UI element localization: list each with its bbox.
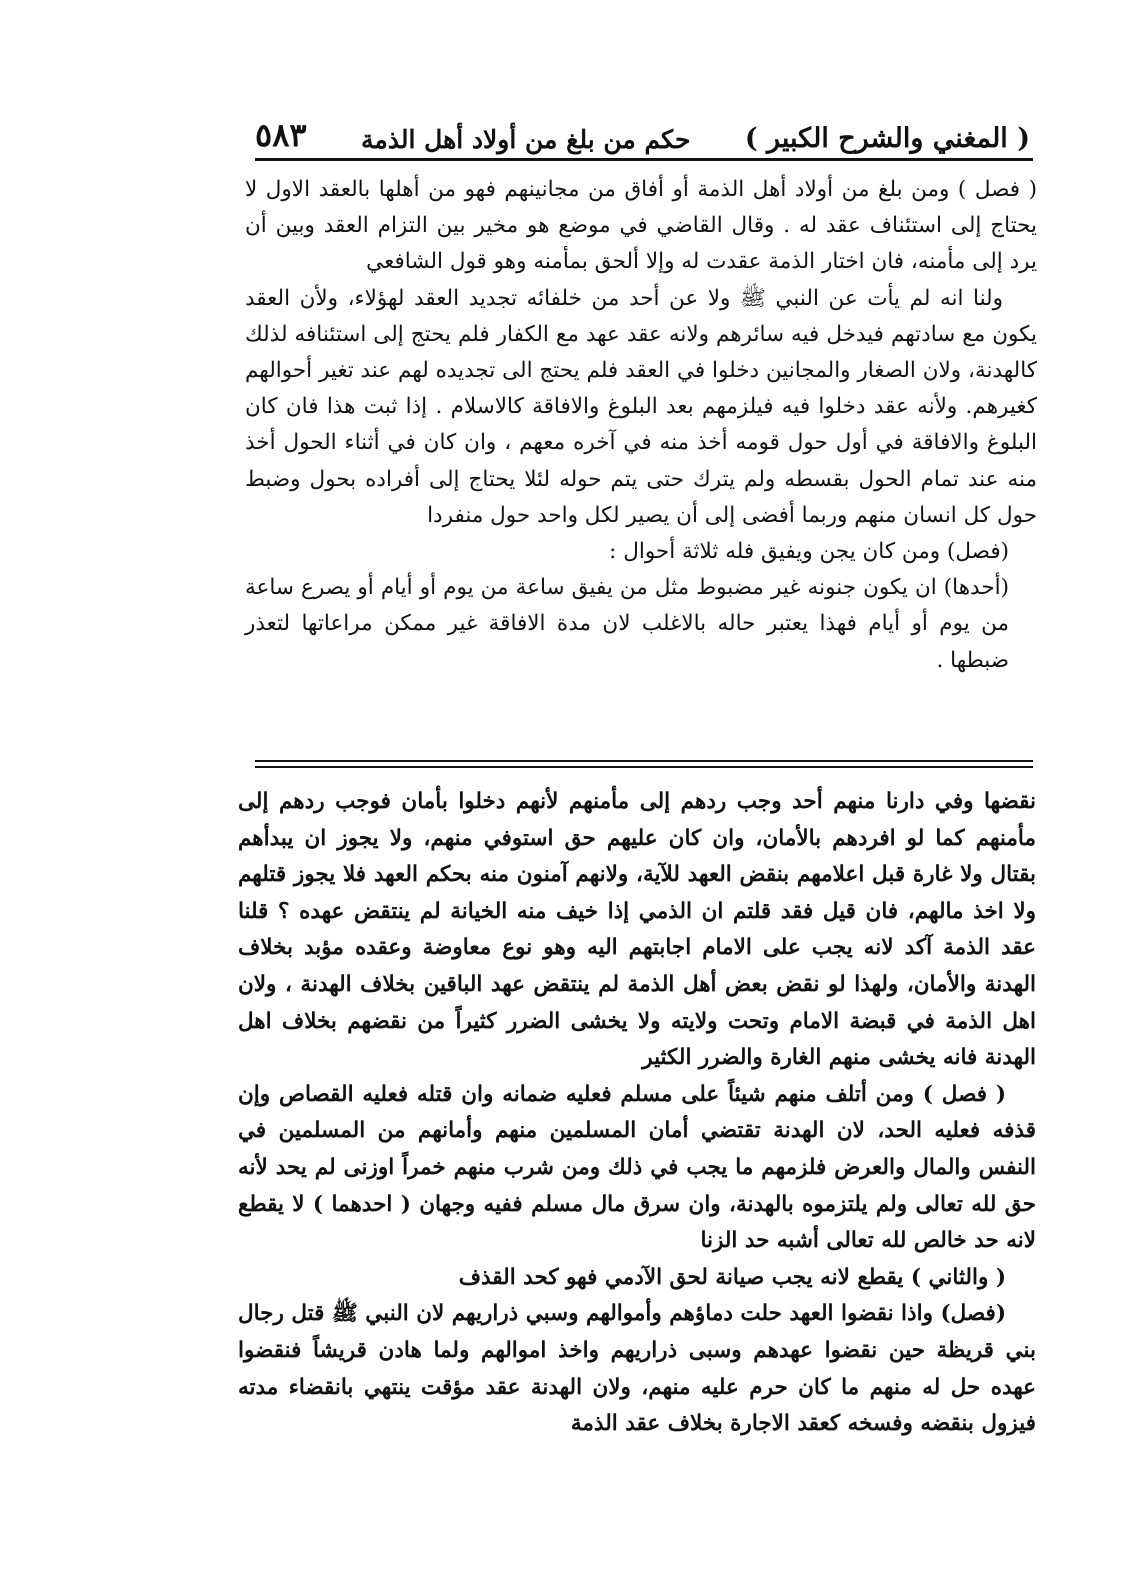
footnote-paragraph-naqdiha: نقضها وفي دارنا منهم أحد وجب ردهم إلى مأمنهم لأنهم دخلوا بأمان فوجب ردهم إلى مأمنهم كما لو افردهم بالأمان، وان كان عليهم حق استوفي منهم، ولا يجوز ان يبدأهم بقتال ولا غارة قبل اعلامهم بنقض العهد للآية، ولانهم آمنون منه بحكم العهد فلا يجوز قتلهم ولا اخذ مالهم، فان قيل فقد قلتم ان الذمي إذا خيف منه الخيانة لم ينتقض عهده ؟ قلنا عقد الذمة آكد لانه يجب على الامام اجابتهم اليه وهو نوع معاوضة وعقده مؤبد بخلاف الهدنة والأمان، ولهذا لو نقض بعض أهل الذمة لم ينتقض عهد الباقين بخلاف الهدنة ، ولان اهل الذمة في قبضة الامام وتحت ولايته ولا يخشى الضرر كثيراً من نقضهم بخلاف اهل الهدنة فانه يخشى منهم الغارة والضرر الكثير	[238, 789, 1036, 1071]
page-number: ٥٨٣	[255, 116, 307, 154]
footnote-paragraph-fasl-itlaf: ( فصل ) ومن أتلف منهم شيئاً على مسلم فعليه ضمانه وان قتله فعليه القصاص وإن قذفه فعليه الحد، لان الهدنة تقتضي أمان المسلمين منهم وأمانهم من المسلمين في النفس والمال والعرض فلزمهم ما يجب في ذلك ومن شرب منهم خمراً اوزنى لم يحد لأنه حق لله تعالى ولم يلتزموه بالهدنة، وان سرق مال مسلم ففيه وجهان ( احدهما ) لا يقطع لانه حد خالص لله تعالى أشبه حد الزنا	[238, 1081, 1036, 1254]
paragraph-fasl-bulugh: ( فصل ) ومن بلغ من أولاد أهل الذمة أو أفاق من مجانينهم فهو من أهلها بالعقد الاول لا يحتاج إلى استئناف عقد له . وقال القاضي في موضع هو مخير بين التزام العقد وبين أن يرد إلى مأمنه، فان اختار الذمة عقدت له وإلا ألحق بمأمنه وهو قول الشافعي	[245, 177, 1037, 275]
paragraph-fasl-junun: (فصل) ومن كان يجن ويفيق فله ثلاثة أحوال :	[609, 539, 1009, 565]
header-rule	[255, 158, 1033, 161]
footnote-text-body	[238, 784, 1036, 1443]
footnote-divider	[255, 760, 1033, 768]
paragraph-wa-lana: ولنا انه لم يأت عن النبي ﷺ ولا عن أحد من خلفائه تجديد العقد لهؤلاء، ولأن العقد يكون مع سادتهم فيدخل فيه سائرهم ولانه عقد عهد مع الكفار فلم يحتج إلى استئنافه لذلك كالهدنة، ولان الصغار والمجانين دخلوا في العقد فلم يحتج الى تجديده لهم عند تغير أحوالهم كغيرهم. ولأنه عقد دخلوا فيه فيلزمهم بعد البلوغ والافاقة كالاسلام . إذا ثبت هذا فان كان البلوغ والافاقة في أول حول قومه أخذ منه في آخره معهم ، وان كان في أثناء الحول أخذ منه عند تمام الحول بقسطه ولم يترك حتى يتم حوله لئلا يحتاج إلى أفراده بحول وضبط حول كل انسان منهم وربما أفضى إلى أن يصير لكل واحد حول منفردا	[245, 285, 1037, 528]
paragraph-ahaduha: (أحدها) ان يكون جنونه غير مضبوط مثل من يفيق ساعة من يوم أو أيام أو يصرع ساعة من يوم أو أيام فهذا يعتبر حاله بالاغلب لان مدة الافاقة غير ممكن مراعاتها لتعذر ضبطها .	[245, 575, 1009, 673]
footnote-paragraph-wathani: ( والثاني ) يقطع لانه يجب صيانة لحق الآدمي فهو كحد القذف	[458, 1264, 1006, 1290]
footnote-paragraph-fasl-naqd: (فصل) واذا نقضوا العهد حلت دماؤهم وأموالهم وسبي ذراريهم لان النبي ﷺ قتل رجال بني قريظة حين نقضوا عهدهم وسبى ذراريهم واخذ اموالهم ولما هادن قريشاً فنقضوا عهده حل له منهم ما كان حرم عليه منهم، ولان الهدنة عقد مؤقت ينتهي بانقضاء مدته فيزول بنقضه وفسخه كعقد الاجارة بخلاف عقد الذمة	[237, 1301, 1036, 1437]
book-title: ( المغني والشرح الكبير )	[744, 123, 1030, 154]
chapter-title: حكم من بلغ من أولاد أهل الذمة	[360, 125, 691, 154]
page-header	[255, 108, 1030, 154]
main-text-body	[245, 172, 1037, 679]
